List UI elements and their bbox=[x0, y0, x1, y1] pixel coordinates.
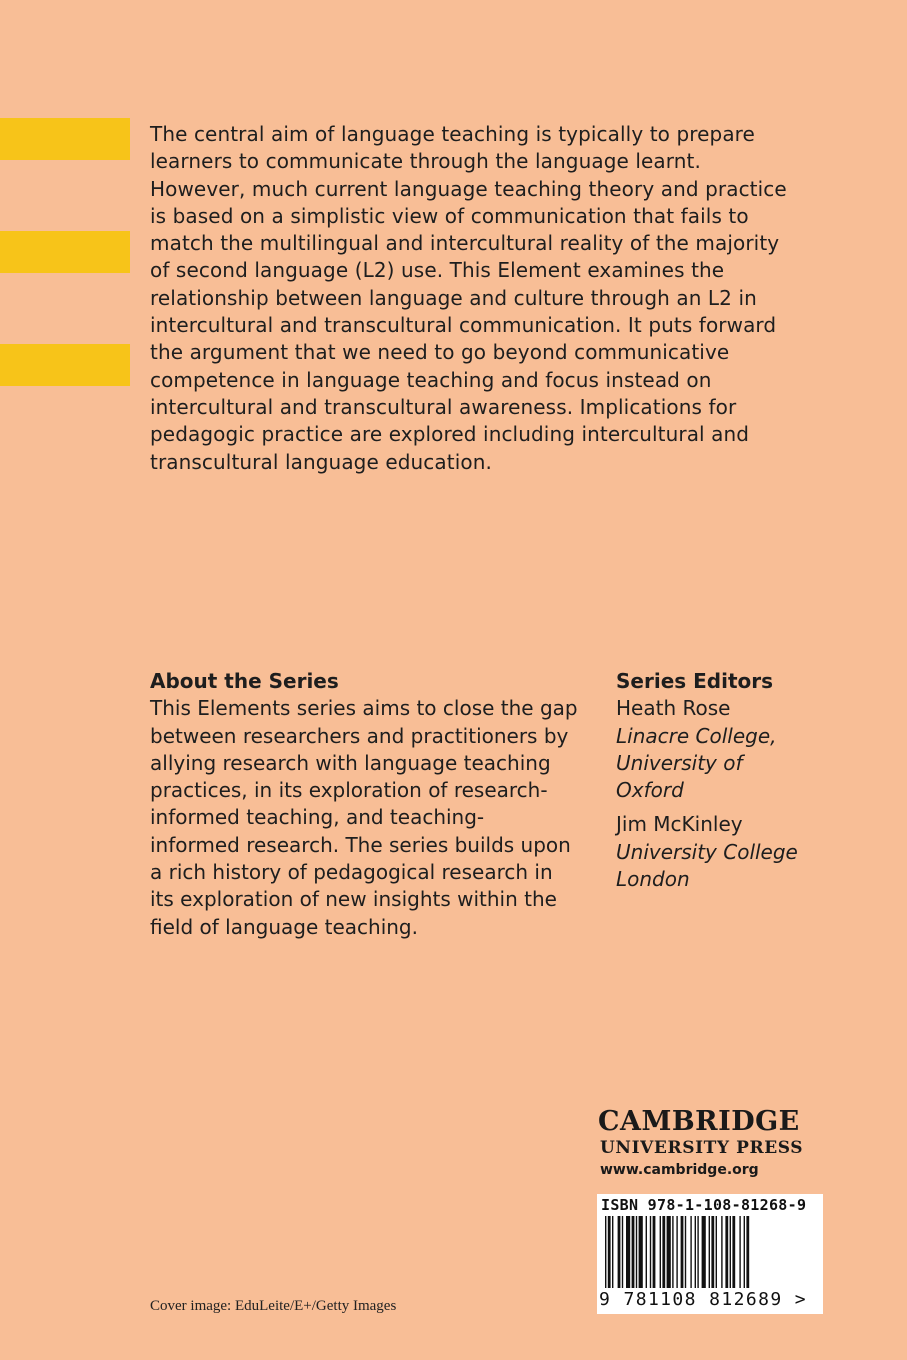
about-line: a rich history of pedagogical research in bbox=[150, 860, 553, 885]
about-line: informed research. The series builds upon bbox=[150, 832, 571, 857]
publisher-url: www.cambridge.org bbox=[600, 1162, 759, 1178]
barcode-bar bbox=[702, 1216, 706, 1288]
blurb-line: pedagogic practice are explored including intercultural and bbox=[150, 422, 750, 447]
publisher-subname: UNIVERSITY PRESS bbox=[600, 1138, 804, 1158]
blurb-line: the argument that we need to go beyond communicative bbox=[150, 340, 730, 365]
editor-affiliation: London bbox=[616, 867, 690, 892]
barcode-bar bbox=[695, 1216, 696, 1288]
editor-affiliation: University College bbox=[616, 839, 798, 864]
about-series-heading: About the Series bbox=[150, 669, 339, 693]
publisher-logo bbox=[598, 1106, 828, 1182]
barcode-bar bbox=[732, 1216, 735, 1288]
blurb-line: The central aim of language teaching is typically to prepare bbox=[150, 122, 755, 146]
barcode-bar bbox=[667, 1216, 671, 1288]
editor-name: Jim McKinley bbox=[616, 812, 743, 837]
barcode-bar bbox=[650, 1216, 651, 1288]
barcode-bar bbox=[725, 1216, 728, 1288]
barcode-bar bbox=[697, 1216, 698, 1288]
barcode-bar bbox=[618, 1216, 621, 1288]
publisher-name: CAMBRIDGE bbox=[598, 1106, 800, 1137]
barcode-bar bbox=[676, 1216, 677, 1288]
barcode-bar bbox=[711, 1216, 714, 1288]
blurb-line: relationship between language and culture through an L2 in bbox=[150, 285, 757, 310]
about-line: allying research with language teaching bbox=[150, 750, 551, 775]
barcode-bar bbox=[739, 1216, 740, 1288]
about-line: informed teaching, and teaching- bbox=[150, 805, 485, 830]
blurb-line: match the multilingual and intercultural reality of the majority bbox=[150, 231, 780, 256]
barcode-digits: 9 781108 812689 > bbox=[599, 1289, 808, 1310]
barcode-bar bbox=[646, 1216, 647, 1288]
barcode-bar bbox=[730, 1216, 731, 1288]
editor-affiliation: Linacre College, bbox=[616, 723, 777, 748]
barcode-bar bbox=[636, 1216, 637, 1288]
blurb-line: is based on a simplistic view of communication that fails to bbox=[150, 203, 749, 228]
series-editors-section bbox=[616, 668, 876, 893]
barcode-bar bbox=[639, 1216, 643, 1288]
barcode-bar bbox=[622, 1216, 623, 1288]
editor-affiliation: Oxford bbox=[616, 778, 684, 803]
about-line: This Elements series aims to close the gap bbox=[150, 696, 578, 721]
barcode-bar bbox=[605, 1216, 606, 1288]
barcode-bar bbox=[672, 1216, 673, 1288]
isbn-label: ISBN 978-1-108-81268-9 bbox=[601, 1196, 807, 1214]
about-line: field of language teaching. bbox=[150, 914, 418, 939]
accent-bar-bottom bbox=[0, 344, 130, 386]
barcode-bar bbox=[626, 1216, 630, 1288]
book-blurb bbox=[150, 121, 830, 476]
editor-name: Heath Rose bbox=[616, 696, 731, 721]
about-series-section bbox=[150, 668, 600, 941]
barcode-bar bbox=[660, 1216, 661, 1288]
about-line: practices, in its exploration of research- bbox=[150, 778, 548, 803]
accent-bar-middle bbox=[0, 231, 130, 273]
blurb-line: of second language (L2) use. This Element examines the bbox=[150, 258, 725, 283]
barcode-bar bbox=[690, 1216, 691, 1288]
barcode-bar bbox=[608, 1216, 611, 1288]
series-editors-heading: Series Editors bbox=[616, 669, 774, 693]
blurb-line: learners to communicate through the language learnt. bbox=[150, 149, 701, 174]
about-line: between researchers and practitioners by bbox=[150, 723, 569, 748]
barcode-bar bbox=[662, 1216, 665, 1288]
barcode-box bbox=[597, 1194, 823, 1314]
barcode-bar bbox=[716, 1216, 717, 1288]
blurb-line: However, much current language teaching theory and practice bbox=[150, 176, 787, 201]
barcode-image bbox=[605, 1216, 810, 1290]
blurb-line: intercultural and transcultural awareness. Implications for bbox=[150, 394, 737, 419]
editor-affiliation: University of bbox=[616, 750, 743, 775]
barcode-bar bbox=[709, 1216, 710, 1288]
barcode-bar bbox=[653, 1216, 656, 1288]
blurb-line: intercultural and transcultural communication. It puts forward bbox=[150, 313, 777, 338]
barcode-bar bbox=[721, 1216, 722, 1288]
barcode-bar bbox=[685, 1216, 686, 1288]
accent-bar-top bbox=[0, 118, 130, 160]
barcode-bar bbox=[744, 1216, 745, 1288]
barcode-bar bbox=[681, 1216, 684, 1288]
barcode-bar bbox=[746, 1216, 749, 1288]
cover-image-credit: Cover image: EduLeite/E+/Getty Images bbox=[150, 1298, 397, 1314]
about-line: its exploration of new insights within the bbox=[150, 887, 557, 912]
blurb-line: transcultural language education. bbox=[150, 449, 492, 474]
barcode-bar bbox=[612, 1216, 613, 1288]
blurb-line: competence in language teaching and focus instead on bbox=[150, 367, 712, 392]
barcode-bar bbox=[632, 1216, 635, 1288]
